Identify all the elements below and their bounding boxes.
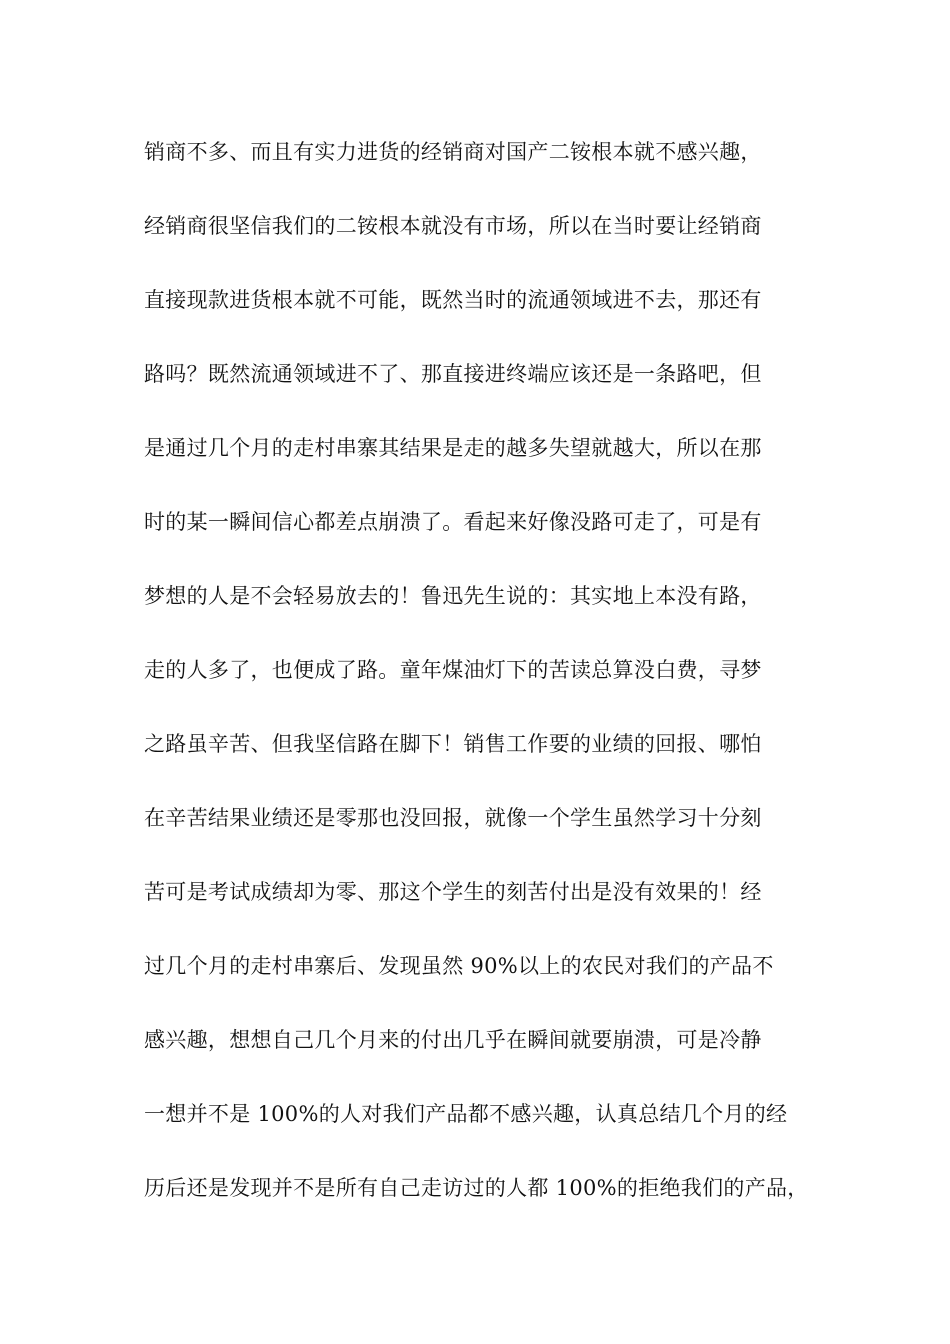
text-line: 走的人多了，也便成了路。童年煤油灯下的苦读总算没白费，寻梦 [144, 658, 762, 682]
text-line: 苦可是考试成绩却为零、那这个学生的刻苦付出是没有效果的！经 [144, 880, 762, 904]
text-line: 直接现款进货根本就不可能，既然当时的流通领域进不去，那还有 [144, 288, 762, 312]
text-line: 是通过几个月的走村串寨其结果是走的越多失望就越大，所以在那 [144, 436, 762, 460]
text-line: 历后还是发现并不是所有自己走访过的人都 100%的拒绝我们的产品， [144, 1176, 809, 1200]
text-line: 路吗？既然流通领域进不了、那直接进终端应该还是一条路吧，但 [144, 362, 762, 386]
text-line: 销商不多、而且有实力进货的经销商对国产二铵根本就不感兴趣， [144, 140, 762, 164]
text-line: 在辛苦结果业绩还是零那也没回报，就像一个学生虽然学习十分刻 [144, 806, 762, 830]
text-line: 之路虽辛苦、但我坚信路在脚下！销售工作要的业绩的回报、哪怕 [144, 732, 762, 756]
text-line: 经销商很坚信我们的二铵根本就没有市场，所以在当时要让经销商 [144, 214, 762, 238]
text-line: 过几个月的走村串寨后、发现虽然 90%以上的农民对我们的产品不 [144, 954, 774, 978]
text-line: 梦想的人是不会轻易放去的！鲁迅先生说的：其实地上本没有路， [144, 584, 762, 608]
text-line: 时的某一瞬间信心都差点崩溃了。看起来好像没路可走了，可是有 [144, 510, 762, 534]
text-line: 感兴趣，想想自己几个月来的付出几乎在瞬间就要崩溃，可是冷静 [144, 1028, 762, 1052]
body-text [144, 132, 834, 1242]
text-line: 一想并不是 100%的人对我们产品都不感兴趣，认真总结几个月的经 [144, 1102, 788, 1126]
